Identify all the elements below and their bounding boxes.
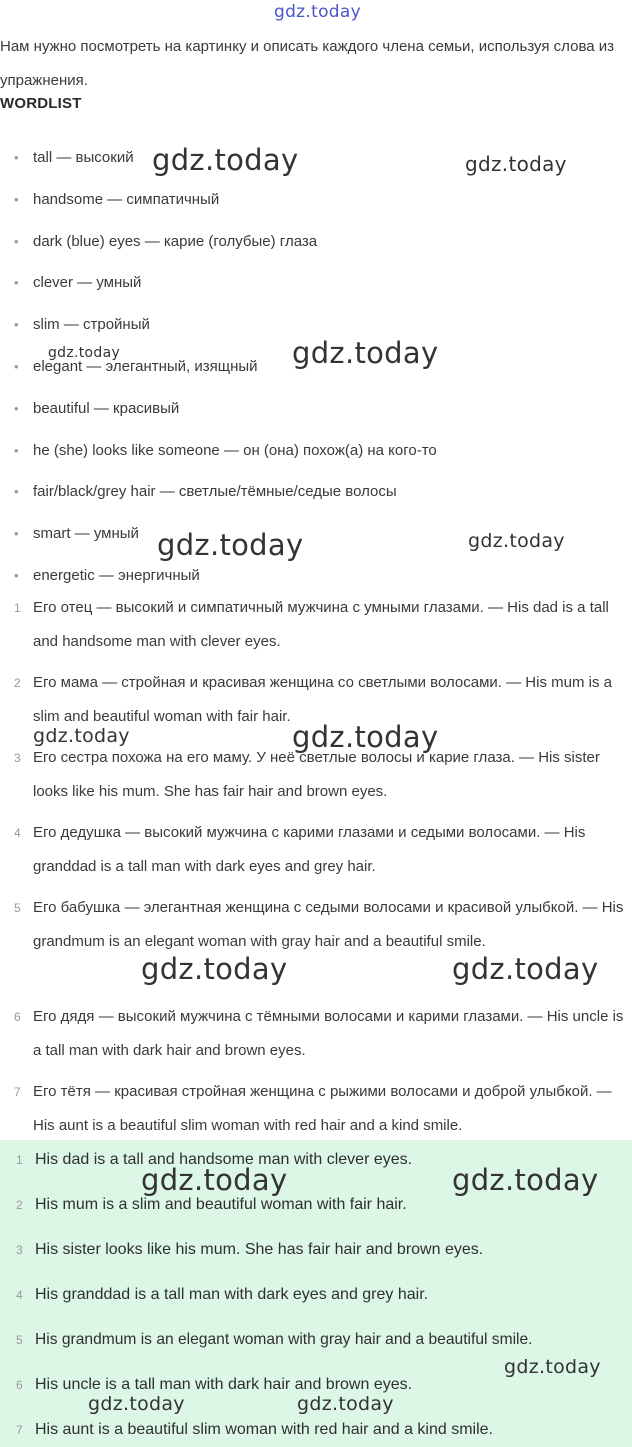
answer-text: His uncle is a tall man with dark hair and brown eyes.	[35, 1376, 413, 1393]
list-item: • beautiful — красивый	[0, 391, 632, 433]
example-text: Его сестра похожа на его маму. У неё светлые волосы и карие глаза. — His sister looks like his mum. She has fair hair and brown eyes.	[33, 749, 600, 800]
answer-number: 2	[16, 1198, 23, 1212]
watermark: gdz.today	[504, 1356, 601, 1378]
list-item: • tall — высокий	[0, 140, 632, 182]
example-number: 2	[14, 676, 21, 690]
watermark: gdz.today	[152, 143, 299, 177]
watermark: gdz.today	[452, 952, 599, 986]
watermark: gdz.today	[141, 952, 288, 986]
answer-number: 1	[16, 1153, 23, 1167]
watermark: gdz.today	[88, 1393, 185, 1415]
list-item: • he (she) looks like someone — он (она) похож(а) на кого-то	[0, 433, 632, 475]
list-item: • dark (blue) eyes — карие (голубые) глаза	[0, 224, 632, 266]
list-item: • smart — умный	[0, 516, 632, 558]
list-item: • elegant — элегантный, изящный	[0, 349, 632, 391]
watermark: gdz.today	[33, 725, 130, 747]
answer-text: His grandmum is an elegant woman with gray hair and a beautiful smile.	[35, 1331, 533, 1348]
example-text: Его дядя — высокий мужчина с тёмными волосами и карими глазами. — His uncle is a tall man with dark hair and brown eyes.	[33, 1008, 624, 1059]
example-text: Его дедушка — высокий мужчина с карими глазами и седыми волосами. — His granddad is a tall man with dark eyes and grey hair.	[33, 824, 586, 875]
answer-item	[0, 1415, 632, 1445]
list-item: • clever — умный	[0, 265, 632, 307]
example-text: Его тётя — красивая стройная женщина с рыжими волосами и доброй улыбкой. — His aunt is a beautiful slim woman with red hair and a kind smile.	[33, 1083, 612, 1134]
answer-number: 5	[16, 1333, 23, 1347]
example-number: 1	[14, 601, 21, 615]
watermark: gdz.today	[292, 336, 439, 370]
list-item: • fair/black/grey hair — светлые/тёмные/седые волосы	[0, 474, 632, 516]
wordlist-heading: WORDLIST	[0, 95, 82, 112]
example-number: 4	[14, 826, 21, 840]
watermark: gdz.today	[274, 2, 361, 22]
intro-text: Нам нужно посмотреть на картинку и описать каждого члена семьи, используя слова из упражнения.	[0, 38, 615, 89]
answer-number: 6	[16, 1378, 23, 1392]
watermark: gdz.today	[468, 530, 565, 552]
answer-number: 3	[16, 1243, 23, 1257]
example-text: Его бабушка — элегантная женщина с седыми волосами и красивой улыбкой. — His grandmum is an elegant woman with gray hair and a beautiful smile.	[33, 899, 624, 950]
answer-text: His dad is a tall and handsome man with clever eyes.	[35, 1151, 413, 1168]
watermark: gdz.today	[297, 1393, 394, 1415]
answer-item	[0, 1325, 632, 1355]
example-number: 6	[14, 1010, 21, 1024]
example-text: Его отец — высокий и симпатичный мужчина с умными глазами. — His dad is a tall and handsome man with clever eyes.	[33, 599, 609, 650]
answer-item	[0, 1235, 632, 1265]
watermark: gdz.today	[141, 1163, 288, 1197]
answer-number: 7	[16, 1423, 23, 1437]
answer-text: His sister looks like his mum. She has fair hair and brown eyes.	[35, 1241, 484, 1258]
list-item: • slim — стройный	[0, 307, 632, 349]
example-number: 3	[14, 751, 21, 765]
example-item	[0, 1000, 632, 1068]
answer-number: 4	[16, 1288, 23, 1302]
answer-item	[0, 1280, 632, 1310]
list-item: • energetic — энергичный	[0, 558, 632, 600]
answer-text: His granddad is a tall man with dark eyes and grey hair.	[35, 1286, 429, 1303]
watermark: gdz.today	[48, 345, 121, 361]
example-number: 7	[14, 1085, 21, 1099]
watermark: gdz.today	[452, 1163, 599, 1197]
example-item	[0, 1075, 632, 1143]
example-item	[0, 816, 632, 884]
answer-text: His aunt is a beautiful slim woman with red hair and a kind smile.	[35, 1421, 493, 1438]
example-text: Его мама — стройная и красивая женщина со светлыми волосами. — His mum is a slim and beautiful woman with fair hair.	[33, 674, 612, 725]
watermark: gdz.today	[465, 152, 567, 176]
example-number: 5	[14, 901, 21, 915]
watermark: gdz.today	[292, 720, 439, 754]
example-item	[0, 891, 632, 959]
watermark: gdz.today	[157, 528, 304, 562]
answer-text: His mum is a slim and beautiful woman with fair hair.	[35, 1196, 407, 1213]
list-item: • handsome — симпатичный	[0, 182, 632, 224]
example-item	[0, 591, 632, 659]
